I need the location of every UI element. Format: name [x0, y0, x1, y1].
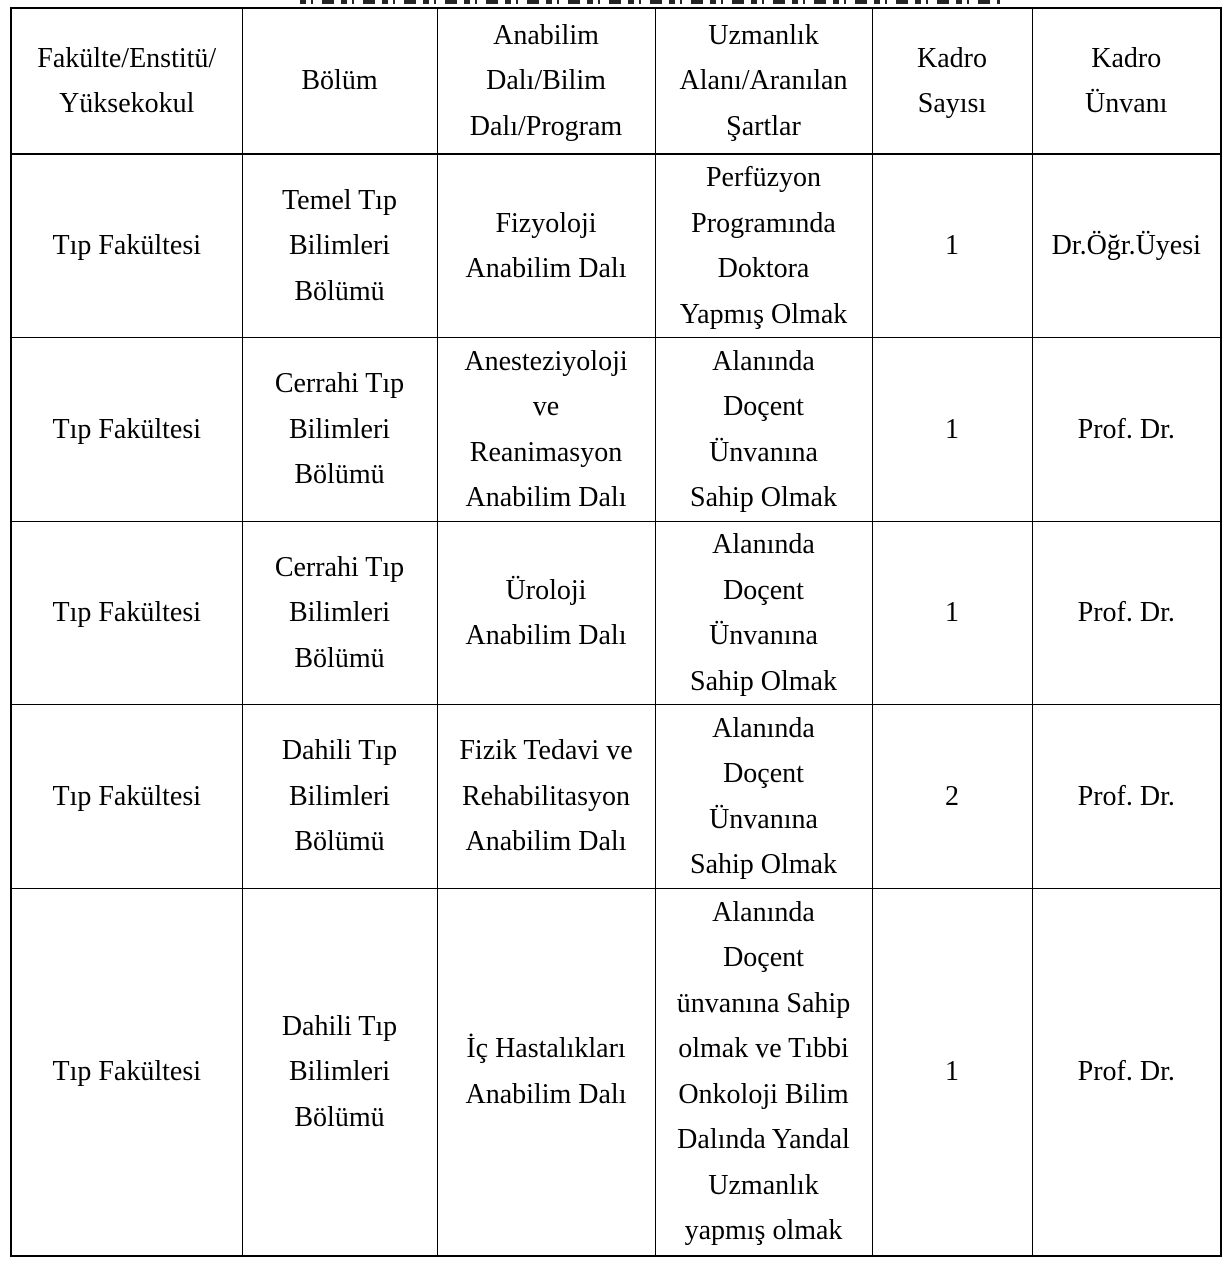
- cell-anabilim: Üroloji Anabilim Dalı: [437, 522, 655, 705]
- header-anabilim: Anabilim Dalı/Bilim Dalı/Program: [437, 8, 655, 154]
- cell-fakulte: Tıp Fakültesi: [11, 338, 242, 522]
- cell-sartlar: Alanında Doçent Ünvanına Sahip Olmak: [655, 522, 872, 705]
- cell-kadro-unvani: Prof. Dr.: [1032, 705, 1221, 889]
- cell-sartlar: Alanında Doçent Ünvanına Sahip Olmak: [655, 705, 872, 889]
- cell-anabilim: Fizik Tedavi ve Rehabilitasyon Anabilim Dalı: [437, 705, 655, 889]
- table-row: [11, 522, 1221, 705]
- cell-bolum: Temel Tıp Bilimleri Bölümü: [242, 154, 437, 338]
- cell-anabilim: İç Hastalıkları Anabilim Dalı: [437, 889, 655, 1256]
- table-row: [11, 154, 1221, 338]
- cut-off-heading-fragment: [300, 0, 1000, 4]
- cell-bolum: Cerrahi Tıp Bilimleri Bölümü: [242, 338, 437, 522]
- table-row: [11, 705, 1221, 889]
- kadro-table: [10, 7, 1222, 1257]
- cell-sartlar: Alanında Doçent Ünvanına Sahip Olmak: [655, 338, 872, 522]
- cell-anabilim: Fizyoloji Anabilim Dalı: [437, 154, 655, 338]
- cell-kadro-sayisi: 1: [872, 338, 1032, 522]
- header-kadro-unvani: Kadro Ünvanı: [1032, 8, 1221, 154]
- cell-kadro-unvani: Prof. Dr.: [1032, 338, 1221, 522]
- table-row: [11, 338, 1221, 522]
- cell-fakulte: Tıp Fakültesi: [11, 705, 242, 889]
- cell-kadro-sayisi: 1: [872, 522, 1032, 705]
- header-uzmanlik: Uzmanlık Alanı/Aranılan Şartlar: [655, 8, 872, 154]
- header-bolum: Bölüm: [242, 8, 437, 154]
- cell-kadro-sayisi: 1: [872, 154, 1032, 338]
- cell-bolum: Cerrahi Tıp Bilimleri Bölümü: [242, 522, 437, 705]
- cell-anabilim: Anesteziyoloji ve Reanimasyon Anabilim Dalı: [437, 338, 655, 522]
- header-fakulte: Fakülte/Enstitü/ Yüksekokul: [11, 8, 242, 154]
- cell-fakulte: Tıp Fakültesi: [11, 522, 242, 705]
- cell-kadro-sayisi: 1: [872, 889, 1032, 1256]
- cell-bolum: Dahili Tıp Bilimleri Bölümü: [242, 889, 437, 1256]
- cell-kadro-unvani: Prof. Dr.: [1032, 889, 1221, 1256]
- cell-bolum: Dahili Tıp Bilimleri Bölümü: [242, 705, 437, 889]
- table-row: [11, 889, 1221, 1256]
- cell-kadro-unvani: Dr.Öğr.Üyesi: [1032, 154, 1221, 338]
- cell-kadro-sayisi: 2: [872, 705, 1032, 889]
- cell-kadro-unvani: Prof. Dr.: [1032, 522, 1221, 705]
- header-kadro-sayisi: Kadro Sayısı: [872, 8, 1032, 154]
- table-header-row: [11, 8, 1221, 154]
- cell-fakulte: Tıp Fakültesi: [11, 154, 242, 338]
- cell-fakulte: Tıp Fakültesi: [11, 889, 242, 1256]
- cell-sartlar: Alanında Doçent ünvanına Sahip olmak ve Tıbbi Onkoloji Bilim Dalında Yandal Uzmanlık yapmış olmak: [655, 889, 872, 1256]
- cell-sartlar: Perfüzyon Programında Doktora Yapmış Olmak: [655, 154, 872, 338]
